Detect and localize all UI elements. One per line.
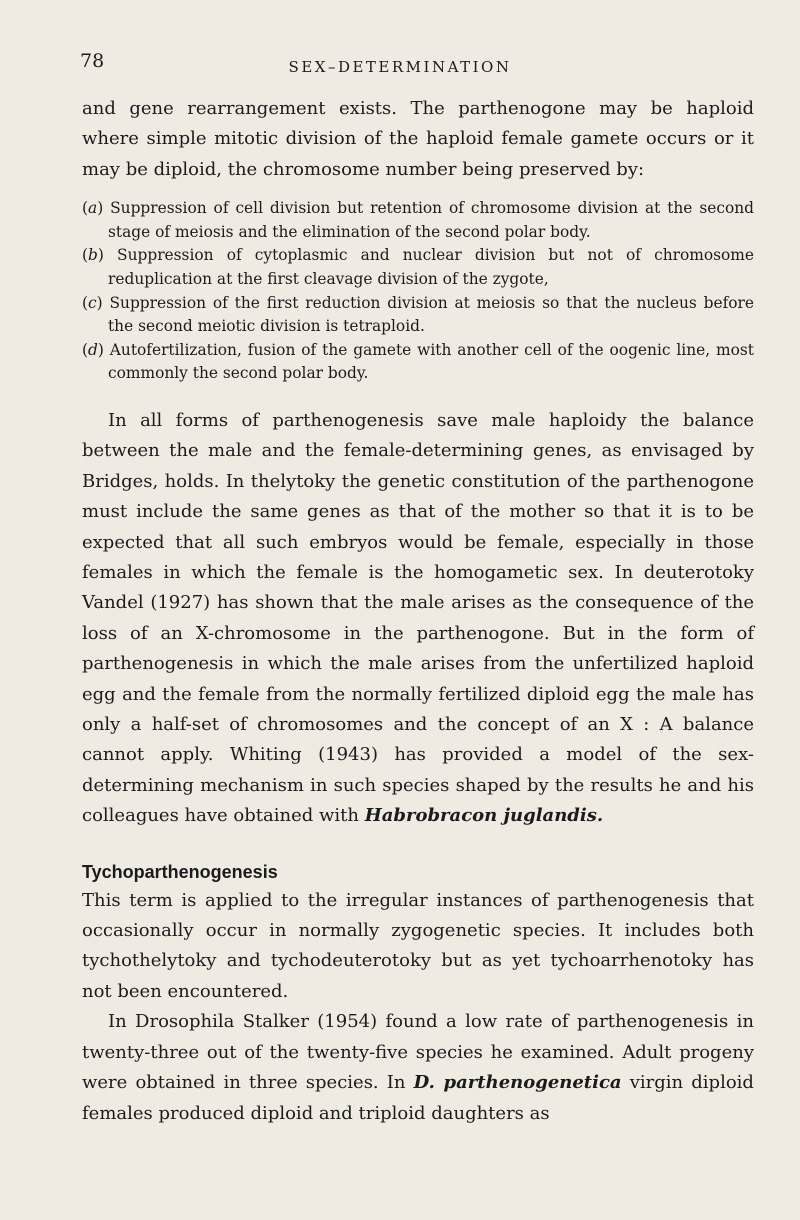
paragraph-text: In Drosophila Stalker (1954) found a low rate of parthenogenesis in twenty-three out of the twenty-five species he examined. Adult progeny were obtained in three species. In bbox=[82, 1011, 754, 1094]
list-item-text: Suppression of cell division but retention of chromosome division at the second stage of meiosis and the elimination of the second polar body. bbox=[108, 199, 754, 241]
list-item: (d) Autofertilization, fusion of the gamete with another cell of the oogenic line, most commonly the second polar body. bbox=[82, 340, 754, 383]
tychoparthenogenesis-paragraph: This term is applied to the irregular instances of parthenogenesis that occasionally occur in normally zygogenetic species. It includes both tychothelytoky and tychodeuterotoky but as yet tychoarrhenotoky has not been encountered. bbox=[82, 889, 754, 1002]
preservation-mechanisms-list bbox=[82, 197, 754, 386]
list-item: (a) Suppression of cell division but retention of chromosome division at the second stage of meiosis and the elimination of the second polar body. bbox=[82, 199, 754, 241]
page-number: 78 bbox=[80, 50, 105, 72]
section-heading: Tychoparthenogenesis bbox=[82, 861, 278, 882]
paragraph-text: In all forms of parthenogenesis save male haploidy the balance between the male and the female-determining genes, as envisaged by Bridges, holds. In thelytoky the genetic constitution of the parthenogone must include the same genes as that of the mother so that it is to be expected that all such embryos would be female, especially in those females in which the female is the homogametic sex. In deuterotoky Vandel (1927) has shown that the male arises as the consequence of the loss of an X-chromosome in the parthenogone. But in the form of parthenogenesis in which the male arises from the unfertilized haploid egg and the female from the normally fertilized diploid egg the male has only a half-set of chromosomes and the concept of an X : A balance cannot apply. Whiting (1943) has provided a model of the sex-determining mechanism in such species shaped by the results he and his colleagues have obtained with bbox=[82, 409, 754, 827]
list-item-letter: d bbox=[88, 340, 98, 359]
list-item: (c) Suppression of the first reduction division at meiosis so that the nucleus before the second meiotic division is tetraploid. bbox=[82, 293, 754, 336]
page-header bbox=[80, 50, 720, 80]
list-item-text: Autofertilization, fusion of the gamete with another cell of the oogenic line, most commonly the second polar body. bbox=[108, 340, 754, 383]
list-item-letter: c bbox=[88, 293, 97, 312]
list-item-letter: a bbox=[88, 199, 98, 218]
drosophila-paragraph bbox=[82, 1007, 754, 1129]
list-item-text: Suppression of the first reduction division at meiosis so that the nucleus before the second meiotic division is tetraploid. bbox=[108, 293, 754, 336]
species-name: D. parthenogenetica bbox=[413, 1072, 622, 1094]
intro-paragraph: and gene rearrangement exists. The parthenogone may be haploid where simple mitotic division of the haploid female gamete occurs or it may be diploid, the chromosome number being preserved by: bbox=[82, 98, 754, 180]
list-item: (b) Suppression of cytoplasmic and nuclear division but not of chromosome reduplication at the first cleavage division of the zygote, bbox=[82, 246, 754, 288]
balance-paragraph bbox=[82, 406, 754, 832]
paragraph-text: virgin diploid females produced diploid and triploid daughters as bbox=[82, 1072, 754, 1124]
list-item-text: Suppression of cytoplasmic and nuclear division but not of chromosome reduplication at the first cleavage division of the zygote, bbox=[108, 246, 754, 288]
list-item-letter: b bbox=[88, 246, 98, 265]
species-name: Habrobracon juglandis. bbox=[364, 805, 604, 827]
running-title: SEX–DETERMINATION bbox=[288, 58, 512, 76]
page-body bbox=[82, 94, 754, 1129]
